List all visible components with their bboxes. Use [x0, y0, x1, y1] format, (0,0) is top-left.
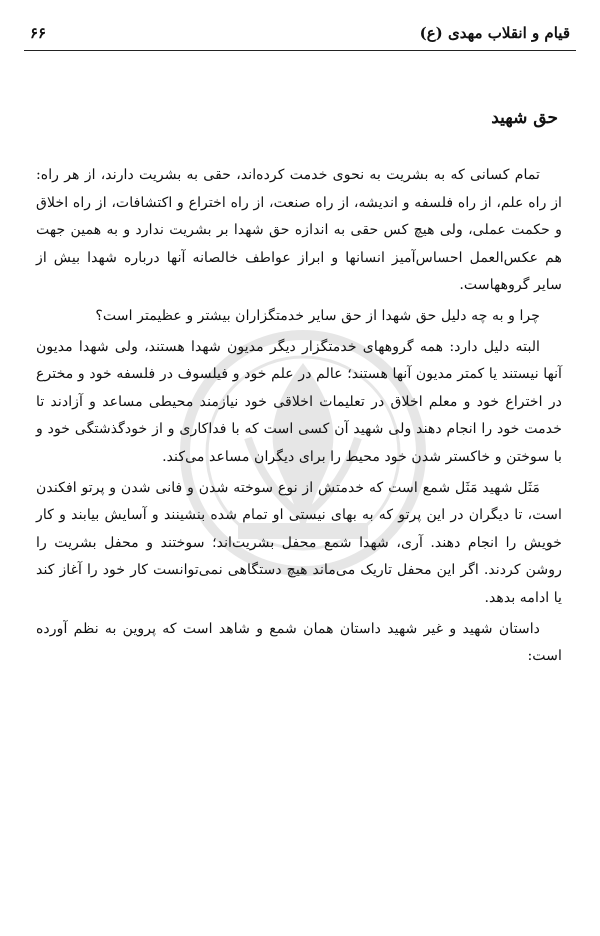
paragraph: تمام کسانی که به بشریت به نحوی خدمت کرده‌اند، حقی به بشریت دارند، از هر راه: از راه علم، از راه فلسفه و اندیشه، از راه صنعت، از راه اختراع و اکتشافات، از راه اخلاق و حکمت عملی، ولی هیچ کس حقی به اندازه حق شهدا بر بشریت ندارد و به همین جهت هم عکس‌العمل احساس‌آمیز انسانها و ابراز عواطف خالصانه آنها درباره شهدا بیش از سایر گروههاست.	[36, 167, 562, 294]
page-number: ۶۶	[30, 24, 47, 42]
body-text	[36, 162, 562, 674]
running-title: قیام و انقلاب مهدی (ع)	[419, 24, 570, 42]
section-heading: حق شهید	[491, 108, 558, 128]
paragraph: مَثَل شهید مَثَل شمع است که خدمتش از نوع سوخته شدن و فانی شدن و پرتو افکندن است، تا دیگران در این پرتو که به بهای نیستی او تمام شده بنشینند و آسایش بیابند و کار خویش را انجام دهند. آری، شهدا شمع محفل بشریت‌اند؛ سوختند و محفل بشریت را روشن کردند. اگر این محفل تاریک می‌ماند هیچ دستگاهی نمی‌توانست کار خود را آغاز کند یا ادامه بدهد.	[36, 479, 562, 606]
paragraph: البته دلیل دارد: همه گروههای خدمتگزار دیگر مدیون شهدا هستند، ولی شهدا مدیون آنها نیستند یا کمتر مدیون آنها هستند؛ عالم در علم خود و فیلسوف در فلسفه خود و مخترع در اختراع خود و معلم اخلاق در تعلیمات اخلاقی خود نیازمند محیطی مساعد و آزادند تا خدمت خود را انجام دهند ولی شهید آن کسی است که با فداکاری و از خودگذشتگی خود و با سوختن و خاکستر شدن خود محیط را برای دیگران مساعد می‌کند.	[36, 338, 562, 465]
paragraph: چرا و به چه دلیل حق شهدا از حق سایر خدمتگزاران بیشتر و عظیمتر است؟	[95, 307, 540, 324]
paragraph: داستان شهید و غیر شهید داستان همان شمع و شاهد است که پروین به نظم آورده است:	[36, 620, 562, 665]
header-rule	[24, 50, 576, 51]
page-header	[30, 18, 570, 48]
